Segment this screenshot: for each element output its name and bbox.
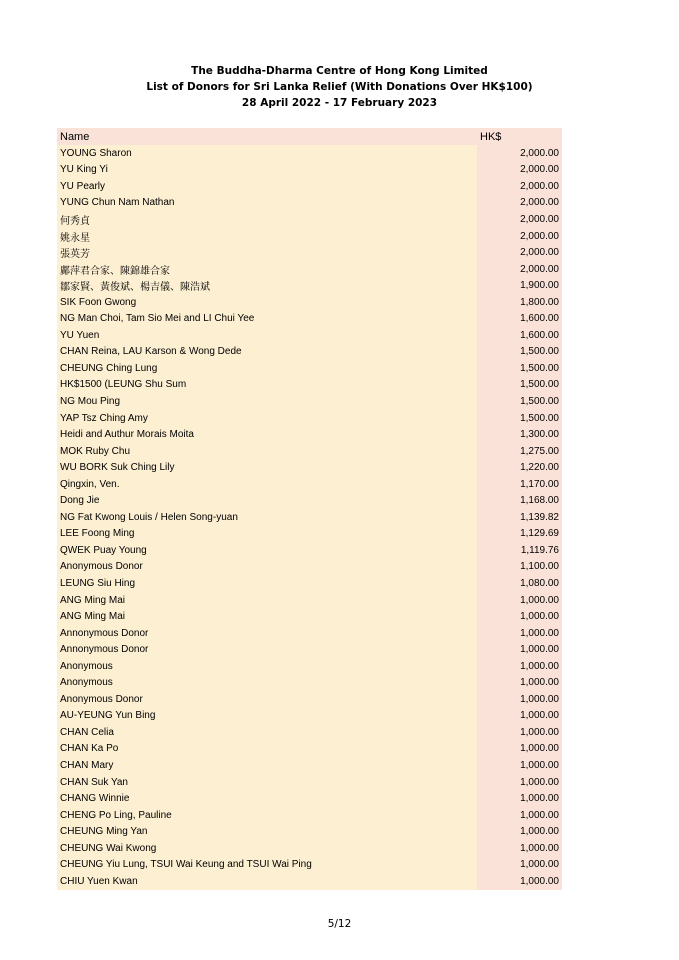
table-row xyxy=(57,559,562,576)
table-row xyxy=(57,857,562,874)
donor-name: CHAN Reina, LAU Karson & Wong Dede xyxy=(57,344,477,361)
table-row xyxy=(57,807,562,824)
donation-amount: 1,000.00 xyxy=(477,625,562,642)
donation-amount: 2,000.00 xyxy=(477,195,562,212)
donation-amount: 1,000.00 xyxy=(477,675,562,692)
table-row xyxy=(57,492,562,509)
table-row xyxy=(57,459,562,476)
donor-name: YUNG Chun Nam Nathan xyxy=(57,195,477,212)
donation-amount: 2,000.00 xyxy=(477,162,562,179)
donation-amount: 1,600.00 xyxy=(477,327,562,344)
donation-amount: 1,000.00 xyxy=(477,840,562,857)
table-row xyxy=(57,327,562,344)
table-row xyxy=(57,691,562,708)
donation-amount: 1,000.00 xyxy=(477,641,562,658)
donor-name: CHANG Winnie xyxy=(57,790,477,807)
table-row xyxy=(57,162,562,179)
table-row xyxy=(57,244,562,261)
table-row xyxy=(57,757,562,774)
donation-amount: 2,000.00 xyxy=(477,228,562,245)
donor-name: 張英芳 xyxy=(57,244,477,261)
donor-name: Heidi and Authur Morais Moita xyxy=(57,426,477,443)
table-row xyxy=(57,675,562,692)
table-row xyxy=(57,509,562,526)
donor-name: NG Man Choi, Tam Sio Mei and LI Chui Yee xyxy=(57,310,477,327)
donation-amount: 1,000.00 xyxy=(477,823,562,840)
donation-amount: 1,000.00 xyxy=(477,592,562,609)
donor-name: YU King Yi xyxy=(57,162,477,179)
donation-amount: 1,500.00 xyxy=(477,393,562,410)
donor-name: Annonymous Donor xyxy=(57,641,477,658)
table-row xyxy=(57,873,562,890)
date-range: 28 April 2022 - 17 February 2023 xyxy=(241,97,438,109)
donation-amount: 1,080.00 xyxy=(477,575,562,592)
table-row xyxy=(57,195,562,212)
page-number: 5/12 xyxy=(327,918,352,930)
donor-name: Anonymous xyxy=(57,675,477,692)
donation-amount: 1,000.00 xyxy=(477,757,562,774)
donation-amount: 1,168.00 xyxy=(477,492,562,509)
donation-amount: 1,500.00 xyxy=(477,377,562,394)
table-row xyxy=(57,443,562,460)
table-row xyxy=(57,476,562,493)
table-row xyxy=(57,294,562,311)
donation-amount: 1,170.00 xyxy=(477,476,562,493)
donor-name: LEE Foong Ming xyxy=(57,526,477,543)
donation-amount: 1,000.00 xyxy=(477,807,562,824)
table-row xyxy=(57,790,562,807)
donor-name: 何秀貞 xyxy=(57,211,477,228)
table-row xyxy=(57,774,562,791)
table-header-row xyxy=(57,128,562,145)
table-row xyxy=(57,542,562,559)
donation-amount: 1,100.00 xyxy=(477,559,562,576)
donation-amount: 1,000.00 xyxy=(477,857,562,874)
donation-amount: 1,900.00 xyxy=(477,277,562,294)
donation-amount: 1,000.00 xyxy=(477,790,562,807)
table-row xyxy=(57,228,562,245)
donation-amount: 2,000.00 xyxy=(477,145,562,162)
donor-name: Dong Jie xyxy=(57,492,477,509)
donor-table xyxy=(57,128,562,890)
donation-amount: 1,000.00 xyxy=(477,691,562,708)
donation-amount: 2,000.00 xyxy=(477,244,562,261)
donor-name: YU Yuen xyxy=(57,327,477,344)
table-row xyxy=(57,393,562,410)
donor-name: WU BORK Suk Ching Lily xyxy=(57,459,477,476)
donor-name: YOUNG Sharon xyxy=(57,145,477,162)
donor-name: Qingxin, Ven. xyxy=(57,476,477,493)
donor-name: Anonymous Donor xyxy=(57,691,477,708)
donation-amount: 1,000.00 xyxy=(477,774,562,791)
donation-amount: 2,000.00 xyxy=(477,261,562,278)
donor-name: CHEUNG Ming Yan xyxy=(57,823,477,840)
donor-name: CHAN Celia xyxy=(57,724,477,741)
table-body xyxy=(57,145,562,890)
table-row xyxy=(57,410,562,427)
table-row xyxy=(57,261,562,278)
donor-name: CHAN Mary xyxy=(57,757,477,774)
donation-amount: 1,000.00 xyxy=(477,708,562,725)
donor-name: 鄒家賢、黃俊斌、楊吉儀、陳浩斌 xyxy=(57,277,477,294)
donor-name: Anonymous Donor xyxy=(57,559,477,576)
table-row xyxy=(57,575,562,592)
donor-name: NG Fat Kwong Louis / Helen Song-yuan xyxy=(57,509,477,526)
donor-name: YAP Tsz Ching Amy xyxy=(57,410,477,427)
donor-name: Anonymous xyxy=(57,658,477,675)
donation-amount: 1,129.69 xyxy=(477,526,562,543)
table-row xyxy=(57,641,562,658)
donation-amount: 2,000.00 xyxy=(477,178,562,195)
column-header-amount: HK$ xyxy=(477,128,562,145)
donation-amount: 1,600.00 xyxy=(477,310,562,327)
donation-amount: 1,000.00 xyxy=(477,724,562,741)
table-row xyxy=(57,708,562,725)
table-row xyxy=(57,178,562,195)
table-row xyxy=(57,310,562,327)
donation-amount: 1,119.76 xyxy=(477,542,562,559)
donation-amount: 1,000.00 xyxy=(477,741,562,758)
donor-name: CHEUNG Ching Lung xyxy=(57,360,477,377)
donor-name: MOK Ruby Chu xyxy=(57,443,477,460)
donation-amount: 1,139.82 xyxy=(477,509,562,526)
donor-name: Annonymous Donor xyxy=(57,625,477,642)
donor-name: HK$1500 (LEUNG Shu Sum xyxy=(57,377,477,394)
table-row xyxy=(57,426,562,443)
donor-name: 姚永星 xyxy=(57,228,477,245)
donation-amount: 1,275.00 xyxy=(477,443,562,460)
donor-name: QWEK Puay Young xyxy=(57,542,477,559)
donor-name: LEUNG Siu Hing xyxy=(57,575,477,592)
donation-amount: 1,000.00 xyxy=(477,658,562,675)
donor-name: ANG Ming Mai xyxy=(57,608,477,625)
donor-name: ANG Ming Mai xyxy=(57,592,477,609)
table-row xyxy=(57,823,562,840)
table-row xyxy=(57,741,562,758)
donor-name: SIK Foon Gwong xyxy=(57,294,477,311)
donor-name: AU-YEUNG Yun Bing xyxy=(57,708,477,725)
table-row xyxy=(57,344,562,361)
donor-name: CHENG Po Ling, Pauline xyxy=(57,807,477,824)
donor-name: CHEUNG Yiu Lung, TSUI Wai Keung and TSUI Wai Ping xyxy=(57,857,477,874)
donation-amount: 1,220.00 xyxy=(477,459,562,476)
table-row xyxy=(57,724,562,741)
donation-amount: 1,000.00 xyxy=(477,873,562,890)
column-header-name: Name xyxy=(57,128,477,145)
org-name: The Buddha-Dharma Centre of Hong Kong Limited xyxy=(191,65,488,77)
table-row xyxy=(57,840,562,857)
table-row xyxy=(57,277,562,294)
donor-name: 鄺萍君合家、陳錦雄合家 xyxy=(57,261,477,278)
donor-name: NG Mou Ping xyxy=(57,393,477,410)
table-row xyxy=(57,526,562,543)
table-row xyxy=(57,360,562,377)
table-row xyxy=(57,592,562,609)
donor-name: CHAN Suk Yan xyxy=(57,774,477,791)
table-row xyxy=(57,625,562,642)
table-row xyxy=(57,608,562,625)
donation-amount: 1,500.00 xyxy=(477,344,562,361)
donor-name: CHEUNG Wai Kwong xyxy=(57,840,477,857)
document-title: List of Donors for Sri Lanka Relief (With Donations Over HK$100) xyxy=(146,81,533,93)
table-row xyxy=(57,211,562,228)
donor-name: YU Pearly xyxy=(57,178,477,195)
table-row xyxy=(57,377,562,394)
donor-name: CHIU Yuen Kwan xyxy=(57,873,477,890)
donation-amount: 1,500.00 xyxy=(477,360,562,377)
donation-amount: 1,300.00 xyxy=(477,426,562,443)
table-row xyxy=(57,145,562,162)
donation-amount: 1,500.00 xyxy=(477,410,562,427)
document-header xyxy=(0,63,679,111)
donation-amount: 1,800.00 xyxy=(477,294,562,311)
donor-name: CHAN Ka Po xyxy=(57,741,477,758)
donation-amount: 2,000.00 xyxy=(477,211,562,228)
table-row xyxy=(57,658,562,675)
donation-amount: 1,000.00 xyxy=(477,608,562,625)
